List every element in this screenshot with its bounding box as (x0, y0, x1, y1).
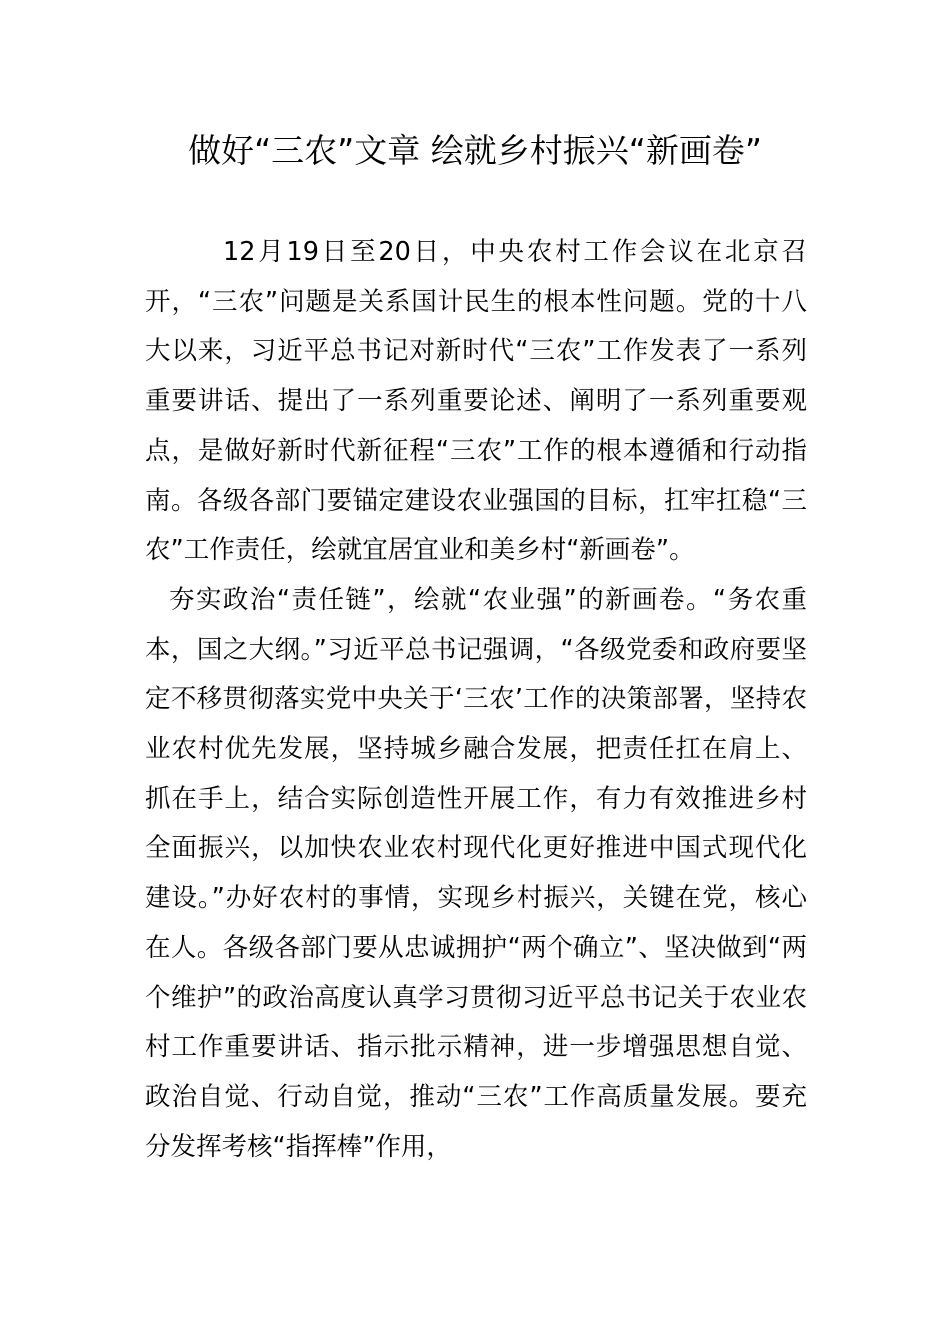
document-title: 做好“三农”文章 绘就乡村振兴“新画卷” (188, 131, 762, 170)
document-body (145, 228, 807, 1172)
paragraph-intro: 12月19日至20日，中央农村工作会议在北京召开，“三农”问题是关系国计民生的根本性问题。党的十八大以来，习近平总书记对新时代“三农”工作发表了一系列重要讲话、提出了一系列重要论述、阐明了一系列重要观点，是做好新时代新征程“三农”工作的根本遵循和行动指南。各级各部门要锚定建设农业强国的目标，扛牢扛稳“三农”工作责任，绘就宜居宜业和美乡村“新画卷”。 (145, 237, 807, 566)
paragraph-responsibility-chain: 夯实政治“责任链”，绘就“农业强”的新画卷。“务农重本，国之大纲。”习近平总书记强调，“各级党委和政府要坚定不移贯彻落实党中央关于‘三农’工作的决策部署，坚持农业农村优先发展，坚持城乡融合发展，把责任扛在肩上、抓在手上，结合实际创造性开展工作，有力有效推进乡村全面振兴，以加快农业农村现代化更好推进中国式现代化建设。”办好农村的事情，实现乡村振兴，关键在党，核心在人。各级各部门要从忠诚拥护“两个确立”、坚决做到“两个维护”的政治高度认真学习贯彻习近平总书记关于农业农村工作重要讲话、指示批示精神，进一步增强思想自觉、政治自觉、行动自觉，推动“三农”工作高质量发展。要充分发挥考核“指挥棒”作用， (145, 584, 807, 1162)
